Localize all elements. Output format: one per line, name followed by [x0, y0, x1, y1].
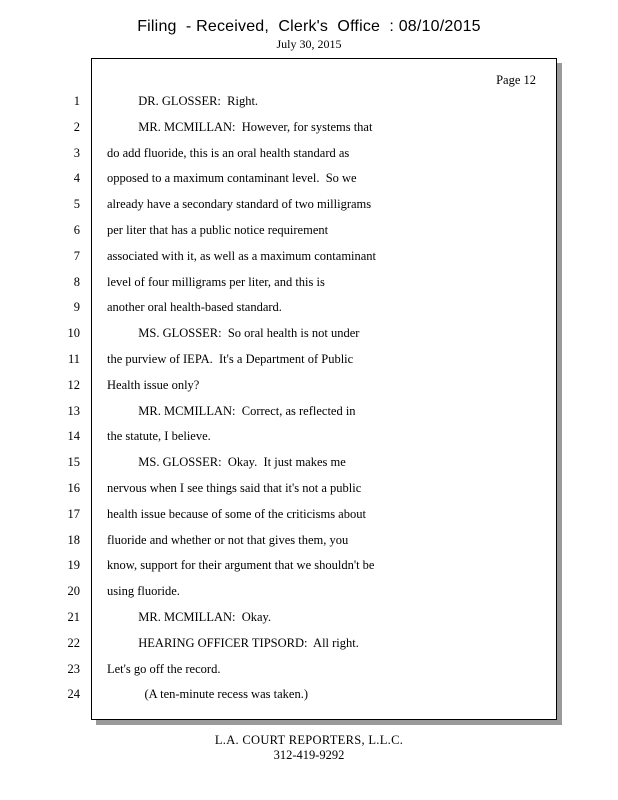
line-number: 21 — [67, 610, 80, 624]
transcript-line-text: health issue because of some of the criticisms about — [107, 507, 366, 521]
transcript-line-text: Let's go off the record. — [107, 662, 221, 676]
transcript-line-text: (A ten-minute recess was taken.) — [107, 687, 308, 701]
transcript-line-text: DR. GLOSSER: Right. — [107, 94, 259, 108]
transcript-line-text: already have a secondary standard of two milligrams — [107, 197, 372, 211]
page-number: Page 12 — [496, 73, 536, 87]
line-number: 14 — [67, 429, 80, 443]
transcript-line-text: know, support for their argument that we shouldn't be — [107, 558, 375, 572]
transcript-line-text: fluoride and whether or not that gives them, you — [107, 533, 349, 547]
line-number: 1 — [73, 94, 80, 108]
transcript-line-text: level of four milligrams per liter, and this is — [107, 275, 325, 289]
line-number: 9 — [73, 300, 80, 314]
transcript-line-text: MS. GLOSSER: So oral health is not under — [107, 326, 360, 340]
line-number: 18 — [67, 533, 80, 547]
line-number: 16 — [67, 481, 80, 495]
line-number: 7 — [73, 249, 80, 263]
transcript-line-text: MS. GLOSSER: Okay. It just makes me — [107, 455, 346, 469]
line-number: 5 — [73, 197, 80, 211]
line-number: 24 — [67, 687, 80, 701]
line-number: 15 — [67, 455, 80, 469]
filing-stamp-header: Filing - Received, Clerk's Office : 08/10/2015 — [137, 18, 481, 35]
court-reporter-phone: 312-419-9292 — [273, 748, 345, 762]
line-number: 17 — [67, 507, 80, 521]
transcript-line-text: nervous when I see things said that it's not a public — [107, 481, 362, 495]
line-number: 19 — [67, 558, 80, 572]
line-number: 8 — [73, 275, 80, 289]
hearing-date: July 30, 2015 — [276, 37, 342, 51]
line-number: 10 — [67, 326, 80, 340]
line-number: 6 — [73, 223, 80, 237]
transcript-line-text: using fluoride. — [107, 584, 180, 598]
line-number: 23 — [67, 662, 80, 676]
transcript-line-text: opposed to a maximum contaminant level. So we — [107, 171, 357, 185]
transcript-line-text: do add fluoride, this is an oral health standard as — [107, 146, 350, 160]
line-number: 2 — [73, 120, 80, 134]
transcript-line-text: MR. MCMILLAN: Correct, as reflected in — [107, 404, 356, 418]
transcript-line-text: associated with it, as well as a maximum contaminant — [107, 249, 377, 263]
line-number: 13 — [67, 404, 80, 418]
transcript-line-text: the purview of IEPA. It's a Department of Public — [107, 352, 354, 366]
line-number: 20 — [67, 584, 80, 598]
transcript-line-text: HEARING OFFICER TIPSORD: All right. — [107, 636, 359, 650]
line-number: 4 — [73, 171, 80, 185]
court-reporter-name: L.A. COURT REPORTERS, L.L.C. — [214, 733, 404, 747]
transcript-line-text: another oral health-based standard. — [107, 300, 282, 314]
transcript-line-text: the statute, I believe. — [107, 429, 211, 443]
transcript-line-text: MR. MCMILLAN: However, for systems that — [107, 120, 373, 134]
line-number: 12 — [67, 378, 80, 392]
line-number: 3 — [73, 146, 80, 160]
transcript-line-text: Health issue only? — [107, 378, 200, 392]
transcript-line-text: MR. MCMILLAN: Okay. — [107, 610, 272, 624]
line-number: 11 — [67, 352, 80, 366]
line-number: 22 — [67, 636, 80, 650]
transcript-line-text: per liter that has a public notice requirement — [107, 223, 329, 237]
